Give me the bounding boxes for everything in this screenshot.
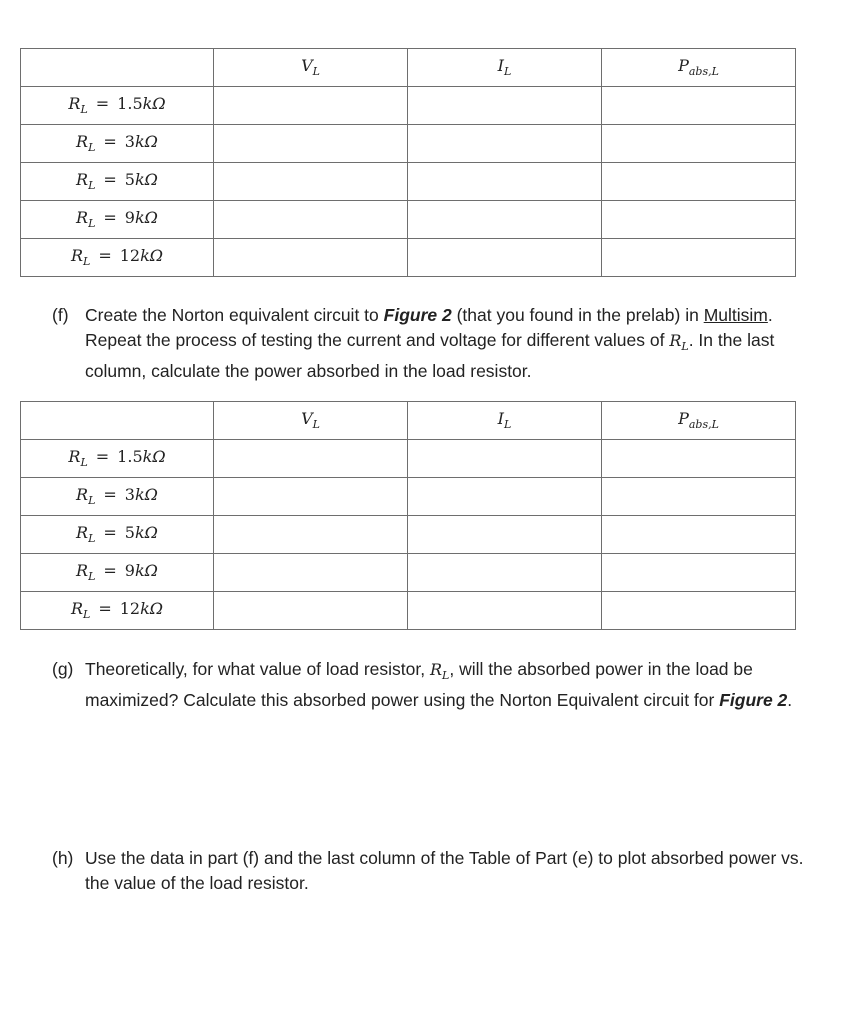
figure-2-reference: Figure 2 — [383, 305, 452, 325]
il-input-cell[interactable] — [408, 239, 602, 277]
part-g-question: (g) Theoretically, for what value of load resistor, $R_L$, will the absorbed power in the load be maximized? Calculate this absorbed power using the Norton Equivalent circuit for Figure 2. — [52, 659, 793, 711]
data-table-part-f — [20, 401, 796, 630]
table-row — [21, 554, 796, 592]
vl-input-cell[interactable] — [214, 163, 408, 201]
vl-input-cell[interactable] — [214, 201, 408, 239]
pabs-input-cell[interactable] — [602, 478, 796, 516]
header-vl: $V_L$ — [214, 49, 408, 87]
pabs-input-cell[interactable] — [602, 239, 796, 277]
vl-input-cell[interactable] — [214, 239, 408, 277]
header-pabs: $P_{abs,L}$ — [602, 49, 796, 87]
part-h-label: (h) — [52, 848, 74, 868]
pabs-input-cell[interactable] — [602, 554, 796, 592]
rl-label-cell: $R_L = 9k\Omega$ — [21, 201, 214, 239]
vl-input-cell[interactable] — [214, 516, 408, 554]
table-row — [21, 125, 796, 163]
table-row — [21, 478, 796, 516]
part-h-question — [52, 846, 812, 896]
rl-label-cell: $R_L = 12k\Omega$ — [21, 239, 214, 277]
vl-input-cell[interactable] — [214, 125, 408, 163]
rl-label-cell: $R_L = 3k\Omega$ — [21, 478, 214, 516]
rl-label-cell: $R_L = 5k\Omega$ — [21, 516, 214, 554]
figure-2-reference: Figure 2 — [719, 690, 788, 711]
pabs-input-cell[interactable] — [602, 440, 796, 478]
table-row — [21, 163, 796, 201]
header-corner-cell — [21, 402, 214, 440]
pabs-input-cell[interactable] — [602, 516, 796, 554]
table-row — [21, 201, 796, 239]
part-h-text: Use the data in part (f) and the last column of the Table of Part (e) to plot absorbed power vs. the value of the load resistor. — [85, 848, 804, 893]
table-row — [21, 592, 796, 630]
pabs-input-cell[interactable] — [602, 87, 796, 125]
header-vl: $V_L$ — [214, 402, 408, 440]
pabs-input-cell[interactable] — [602, 592, 796, 630]
table-header-row — [21, 402, 796, 440]
rl-label-cell: $R_L = 12k\Omega$ — [21, 592, 214, 630]
il-input-cell[interactable] — [408, 440, 602, 478]
il-input-cell[interactable] — [408, 125, 602, 163]
vl-input-cell[interactable] — [214, 592, 408, 630]
header-corner-cell — [21, 49, 214, 87]
pabs-input-cell[interactable] — [602, 125, 796, 163]
il-input-cell[interactable] — [408, 554, 602, 592]
rl-label-cell: $R_L = 1.5k\Omega$ — [21, 440, 214, 478]
pabs-input-cell[interactable] — [602, 163, 796, 201]
pabs-input-cell[interactable] — [602, 201, 796, 239]
il-input-cell[interactable] — [408, 201, 602, 239]
part-f-label: (f) — [52, 305, 69, 325]
il-input-cell[interactable] — [408, 516, 602, 554]
header-il: $I_L$ — [408, 49, 602, 87]
table-row — [21, 87, 796, 125]
vl-input-cell[interactable] — [214, 478, 408, 516]
rl-label-cell: $R_L = 5k\Omega$ — [21, 163, 214, 201]
il-input-cell[interactable] — [408, 592, 602, 630]
header-il: $I_L$ — [408, 402, 602, 440]
part-f-instructions: (f) Create the Norton equivalent circuit to Figure 2 (that you found in the prelab) in Multisim. Repeat the process of testing the current and voltage for different values of $R_L$. In the last column, calculate the power absorbed in the load resistor. — [52, 305, 775, 382]
table-row — [21, 440, 796, 478]
part-g-label: (g) — [52, 659, 74, 679]
vl-input-cell[interactable] — [214, 440, 408, 478]
multisim-link[interactable]: Multisim — [703, 305, 768, 325]
table-row — [21, 239, 796, 277]
rl-label-cell: $R_L = 1.5k\Omega$ — [21, 87, 214, 125]
data-table-part-e — [20, 48, 796, 277]
vl-input-cell[interactable] — [214, 87, 408, 125]
rl-label-cell: $R_L = 9k\Omega$ — [21, 554, 214, 592]
table-row — [21, 516, 796, 554]
il-input-cell[interactable] — [408, 87, 602, 125]
table-header-row — [21, 49, 796, 87]
il-input-cell[interactable] — [408, 478, 602, 516]
header-pabs: $P_{abs,L}$ — [602, 402, 796, 440]
rl-label-cell: $R_L = 3k\Omega$ — [21, 125, 214, 163]
vl-input-cell[interactable] — [214, 554, 408, 592]
il-input-cell[interactable] — [408, 163, 602, 201]
